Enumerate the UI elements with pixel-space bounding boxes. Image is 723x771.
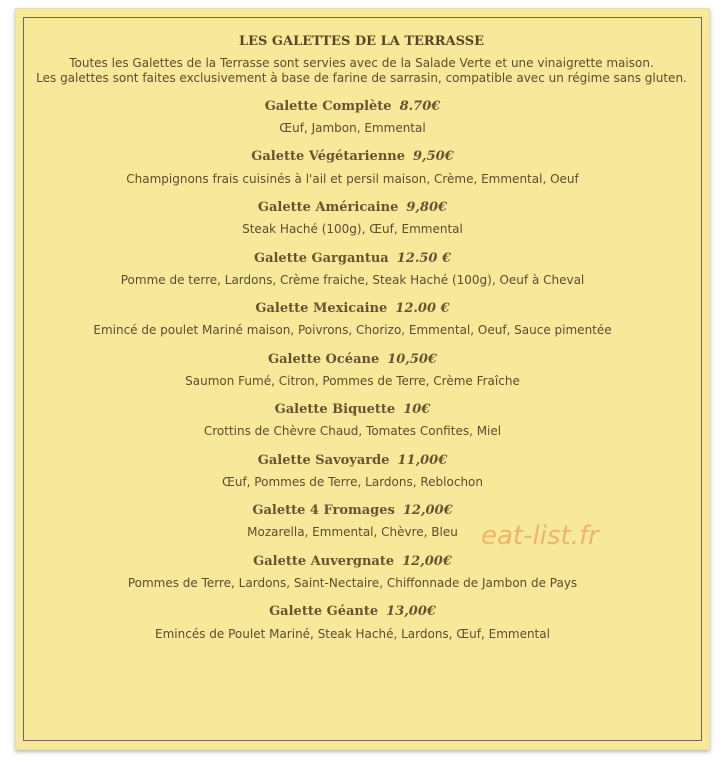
menu-item-description: Emincés de Poulet Mariné, Steak Haché, Lardons, Œuf, Emmental	[155, 627, 550, 641]
menu-item-description: Steak Haché (100g), Œuf, Emmental	[242, 222, 463, 236]
menu-item-title	[0, 554, 705, 570]
menu-item-description: Champignons frais cuisinés à l'ail et persil maison, Crème, Emmental, Oeuf	[126, 172, 579, 186]
menu-item-title	[0, 402, 705, 418]
menu-item-description: Pomme de terre, Lardons, Crème fraiche, Steak Haché (100g), Oeuf à Cheval	[120, 273, 585, 287]
menu-item-description: Œuf, Pommes de Terre, Lardons, Reblochon	[222, 475, 483, 489]
menu-item-title	[0, 200, 705, 216]
menu-item-title	[0, 604, 705, 620]
menu-item-title	[0, 503, 705, 519]
menu-item-description: Crottins de Chèvre Chaud, Tomates Confites, Miel	[203, 424, 502, 438]
menu-item-name: Galette Géante	[269, 604, 379, 619]
menu-item-title	[0, 149, 705, 165]
menu-item-name: Galette Biquette	[274, 402, 396, 417]
menu-item-description: Œuf, Jambon, Emmental	[279, 121, 426, 135]
menu-item-price: 9,50€	[413, 149, 454, 164]
menu-item-description: Mozarella, Emmental, Chèvre, Bleu	[247, 525, 458, 539]
menu-title: LES GALETTES DE LA TERRASSE	[238, 34, 485, 49]
menu-item-price: 11,00€	[397, 453, 448, 468]
menu-item-name: Galette Complète	[264, 99, 392, 114]
menu-item-price: 12,00€	[402, 554, 452, 569]
menu-item-title	[0, 301, 705, 317]
menu-item-price: 12.00 €	[395, 301, 450, 316]
menu-item-name: Galette Océane	[268, 352, 380, 367]
menu-item-name: Galette Auvergnate	[253, 554, 395, 569]
menu-item-price: 13,00€	[386, 604, 436, 619]
menu-item-name: Galette Américaine	[257, 200, 399, 215]
menu-item-price: 9,80€	[406, 200, 448, 215]
menu-item-price: 8.70€	[399, 99, 441, 114]
menu-intro-line-2: Les galettes sont faites exclusivement à base de farine de sarrasin, compatible avec un régime sans gluten.	[36, 71, 687, 85]
menu-item-price: 12,00€	[402, 503, 453, 518]
menu-item-name: Galette Savoyarde	[257, 453, 390, 468]
menu-item-title	[0, 99, 705, 115]
menu-item-price: 12.50 €	[396, 251, 452, 266]
menu-item-price: 10,50€	[387, 352, 437, 367]
menu-item-title	[0, 251, 705, 267]
menu-item-description: Emincé de poulet Mariné maison, Poivrons, Chorizo, Emmental, Oeuf, Sauce pimentée	[93, 323, 612, 337]
menu-item-title	[0, 453, 705, 469]
menu-item-name: Galette 4 Fromages	[252, 503, 395, 518]
menu-item-price: 10€	[403, 402, 431, 417]
menu-item-name: Galette Végétarienne	[251, 149, 405, 164]
menu-item-name: Galette Gargantua	[253, 251, 389, 266]
menu-item-name: Galette Mexicaine	[255, 301, 388, 316]
menu-item-description: Saumon Fumé, Citron, Pommes de Terre, Crème Fraîche	[185, 374, 520, 388]
menu-item-title	[0, 352, 705, 368]
menu-item-description: Pommes de Terre, Lardons, Saint-Nectaire, Chiffonnade de Jambon de Pays	[127, 576, 578, 590]
menu-intro-line-1: Toutes les Galettes de la Terrasse sont servies avec de la Salade Verte et une vinaigrette maison.	[69, 56, 654, 70]
brand-watermark: eat-list.fr	[481, 521, 599, 551]
